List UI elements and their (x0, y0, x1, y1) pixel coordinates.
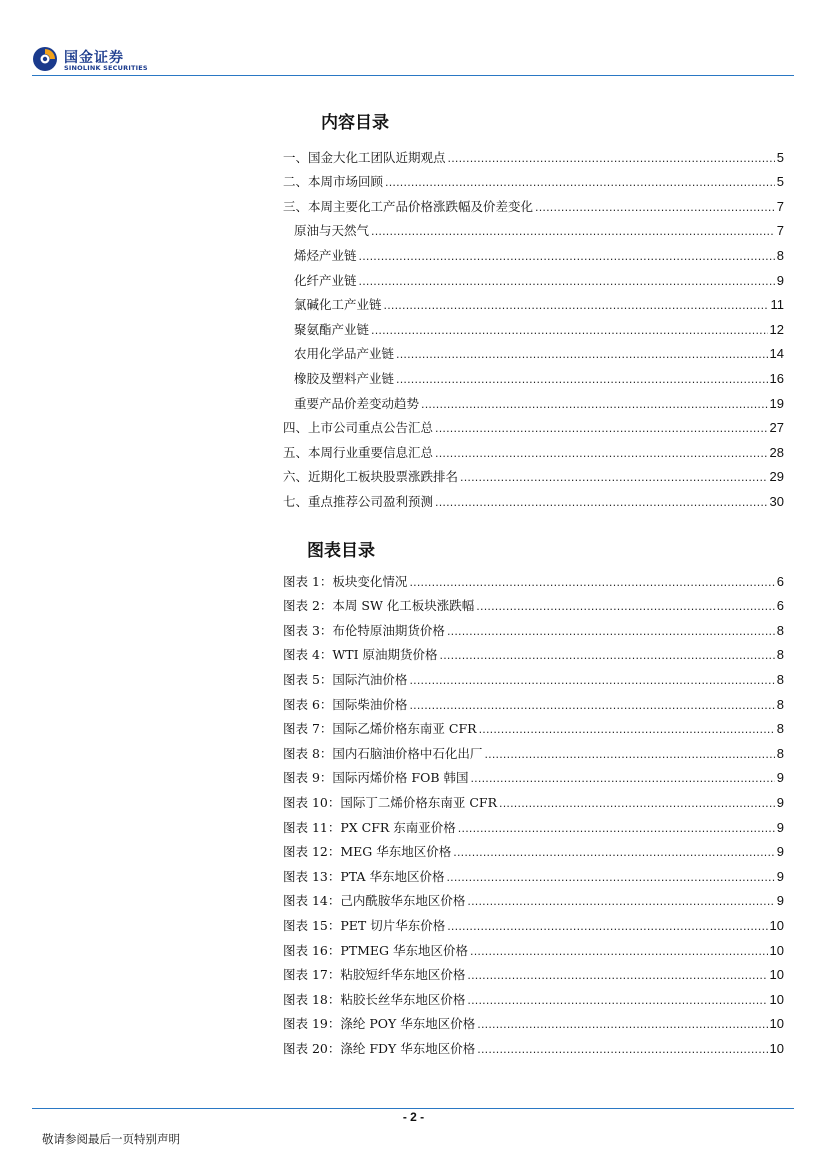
toc-entry[interactable] (283, 165, 784, 190)
toc-entry[interactable] (283, 712, 784, 737)
contents-title: 内容目录 (321, 113, 389, 133)
toc-entry-label: 图表 12：MEG 华东地区价格 (283, 844, 452, 860)
dot-leader (440, 650, 775, 662)
logo-english-text: SINOLINK SECURITIES (64, 64, 148, 72)
toc-entry-page: 14 (769, 346, 784, 362)
toc-entry-label: 七、重点推荐公司盈利预测 (283, 493, 434, 509)
dot-leader (384, 300, 769, 312)
toc-entry-page: 8 (776, 721, 784, 737)
toc-entry-label: 化纤产业链 (294, 272, 357, 288)
toc-entry[interactable] (283, 435, 784, 460)
toc-entry-label: 聚氨酯产业链 (294, 321, 370, 337)
toc-entry[interactable] (283, 361, 784, 386)
page-number: - 2 - (402, 1110, 425, 1124)
toc-entry-label: 五、本周行业重要信息汇总 (283, 444, 434, 460)
sinolink-logo-icon (32, 46, 58, 72)
toc-entry-page: 8 (776, 622, 784, 638)
figures-list (283, 564, 784, 1056)
dot-leader (446, 872, 774, 884)
toc-entry[interactable] (283, 589, 784, 614)
toc-entry-page: 28 (769, 444, 784, 460)
dot-leader (447, 626, 775, 638)
toc-entry[interactable] (283, 460, 784, 485)
toc-entry-label: 图表 15：PET 切片华东价格 (283, 917, 446, 933)
toc-entry[interactable] (283, 288, 784, 313)
toc-entry-page: 9 (776, 844, 784, 860)
toc-entry-label: 一、国金大化工团队近期观点 (283, 149, 446, 165)
toc-entry-page: 9 (776, 893, 784, 909)
toc-entry-page: 6 (776, 573, 784, 589)
dot-leader (477, 1044, 767, 1056)
dot-leader (535, 202, 775, 214)
dot-leader (396, 349, 768, 361)
toc-entry-page: 8 (776, 247, 784, 263)
toc-entry-page: 7 (776, 198, 784, 214)
dot-leader (460, 472, 768, 484)
toc-entry-label: 六、近期化工板块股票涨跌排名 (283, 469, 459, 485)
toc-entry[interactable] (283, 687, 784, 712)
toc-entry-label: 图表 19：涤纶 POY 华东地区价格 (283, 1016, 476, 1032)
figures-title: 图表目录 (307, 541, 375, 561)
dot-leader (470, 773, 774, 785)
toc-entry[interactable] (283, 613, 784, 638)
contents-list (283, 140, 784, 509)
dot-leader (396, 374, 768, 386)
page-header (0, 0, 827, 80)
toc-entry-label: 图表 1：板块变化情况 (283, 573, 408, 589)
toc-entry-page: 8 (776, 671, 784, 687)
toc-entry[interactable] (283, 189, 784, 214)
toc-entry-label: 图表 2：本周 SW 化工板块涨跌幅 (283, 598, 475, 614)
toc-entry-page: 12 (769, 321, 784, 337)
toc-entry[interactable] (283, 933, 784, 958)
toc-entry-label: 烯烃产业链 (294, 247, 357, 263)
toc-entry[interactable] (283, 662, 784, 687)
dot-leader (435, 423, 768, 435)
toc-entry-page: 5 (776, 149, 784, 165)
toc-entry-page: 19 (769, 395, 784, 411)
dot-leader (409, 700, 774, 712)
footer-divider (32, 1108, 794, 1109)
toc-entry-label: 四、上市公司重点公告汇总 (283, 420, 434, 436)
toc-entry-page: 5 (776, 174, 784, 190)
company-logo (32, 46, 162, 76)
toc-entry[interactable] (283, 386, 784, 411)
dot-leader (448, 153, 775, 165)
toc-entry-page: 7 (776, 223, 784, 239)
toc-entry[interactable] (283, 1007, 784, 1032)
dot-leader (409, 577, 774, 589)
dot-leader (359, 251, 775, 263)
toc-entry-page: 10 (769, 917, 784, 933)
toc-entry-label: 图表 11：PX CFR 东南亚价格 (283, 819, 456, 835)
dot-leader (371, 226, 775, 238)
dot-leader (479, 724, 775, 736)
toc-entry-page: 10 (769, 942, 784, 958)
dot-leader (435, 448, 768, 460)
toc-entry[interactable] (283, 411, 784, 436)
toc-entry-page: 8 (776, 745, 784, 761)
dot-leader (435, 497, 768, 509)
toc-entry[interactable] (283, 638, 784, 663)
toc-entry-label: 图表 13：PTA 华东地区价格 (283, 868, 445, 884)
dot-leader (476, 601, 774, 613)
toc-entry-page: 9 (776, 272, 784, 288)
toc-entry[interactable] (283, 958, 784, 983)
toc-entry-label: 氯碱化工产业链 (294, 297, 382, 313)
toc-entry-label: 原油与天然气 (294, 223, 370, 239)
dot-leader (453, 847, 775, 859)
toc-entry[interactable] (283, 238, 784, 263)
toc-entry-label: 图表 7：国际乙烯价格东南亚 CFR (283, 721, 477, 737)
dot-leader (484, 749, 774, 761)
dot-leader (477, 1019, 767, 1031)
toc-entry[interactable] (283, 564, 784, 589)
dot-leader (385, 177, 775, 189)
toc-entry-label: 图表 5：国际汽油价格 (283, 671, 408, 687)
dot-leader (421, 399, 768, 411)
toc-entry-page: 8 (776, 647, 784, 663)
toc-entry[interactable] (283, 859, 784, 884)
toc-entry-label: 图表 8：国内石脑油价格中石化出厂 (283, 745, 483, 761)
dot-leader (467, 896, 774, 908)
toc-entry-label: 三、本周主要化工产品价格涨跌幅及价差变化 (283, 198, 534, 214)
header-divider (32, 75, 794, 76)
toc-entry-page: 9 (776, 868, 784, 884)
toc-entry-page: 30 (769, 493, 784, 509)
toc-entry-label: 图表 4：WTI 原油期货价格 (283, 647, 438, 663)
toc-entry[interactable] (283, 785, 784, 810)
toc-entry-page: 10 (769, 967, 784, 983)
toc-entry-page: 6 (776, 598, 784, 614)
toc-entry[interactable] (283, 140, 784, 165)
toc-entry[interactable] (283, 214, 784, 239)
toc-entry[interactable] (283, 835, 784, 860)
toc-entry[interactable] (283, 484, 784, 509)
toc-entry[interactable] (283, 1031, 784, 1056)
toc-entry-label: 图表 17：粘胶短纤华东地区价格 (283, 967, 466, 983)
toc-entry-page: 16 (769, 370, 784, 386)
toc-entry[interactable] (283, 908, 784, 933)
toc-entry[interactable] (283, 810, 784, 835)
toc-entry-page: 11 (770, 297, 784, 313)
dot-leader (467, 995, 767, 1007)
toc-entry[interactable] (283, 982, 784, 1007)
logo-chinese-text: 国金证券 (64, 50, 124, 66)
toc-entry[interactable] (283, 884, 784, 909)
dot-leader (447, 921, 767, 933)
dot-leader (409, 675, 774, 687)
toc-entry-label: 图表 18：粘胶长丝华东地区价格 (283, 991, 466, 1007)
dot-leader (470, 946, 768, 958)
toc-entry[interactable] (283, 761, 784, 786)
toc-entry-page: 29 (769, 469, 784, 485)
toc-entry-page: 27 (769, 420, 784, 436)
dot-leader (458, 823, 775, 835)
toc-entry-page: 10 (769, 1040, 784, 1056)
toc-entry[interactable] (283, 337, 784, 362)
toc-entry-label: 图表 20：涤纶 FDY 华东地区价格 (283, 1040, 476, 1056)
toc-entry-page: 9 (776, 794, 784, 810)
disclaimer-text: 敬请参阅最后一页特别声明 (42, 1132, 180, 1146)
dot-leader (359, 276, 775, 288)
toc-entry-label: 农用化学品产业链 (294, 346, 395, 362)
toc-entry-page: 10 (769, 1016, 784, 1032)
toc-entry[interactable] (283, 736, 784, 761)
dot-leader (467, 970, 767, 982)
toc-entry-label: 橡胶及塑料产业链 (294, 370, 395, 386)
toc-entry-label: 二、本周市场回顾 (283, 174, 384, 190)
toc-entry-label: 重要产品价差变动趋势 (294, 395, 420, 411)
toc-entry-label: 图表 6：国际柴油价格 (283, 696, 408, 712)
toc-entry-label: 图表 10：国际丁二烯价格东南亚 CFR (283, 794, 498, 810)
toc-entry-label: 图表 14：己内酰胺华东地区价格 (283, 893, 466, 909)
toc-entry-label: 图表 9：国际丙烯价格 FOB 韩国 (283, 770, 469, 786)
toc-entry-label: 图表 3：布伦特原油期货价格 (283, 622, 445, 638)
toc-entry-page: 9 (776, 819, 784, 835)
toc-entry-page: 10 (769, 991, 784, 1007)
dot-leader (499, 798, 775, 810)
toc-entry[interactable] (283, 263, 784, 288)
toc-entry-label: 图表 16：PTMEG 华东地区价格 (283, 942, 469, 958)
toc-entry-page: 9 (776, 770, 784, 786)
dot-leader (371, 325, 768, 337)
toc-entry[interactable] (283, 312, 784, 337)
toc-entry-page: 8 (776, 696, 784, 712)
